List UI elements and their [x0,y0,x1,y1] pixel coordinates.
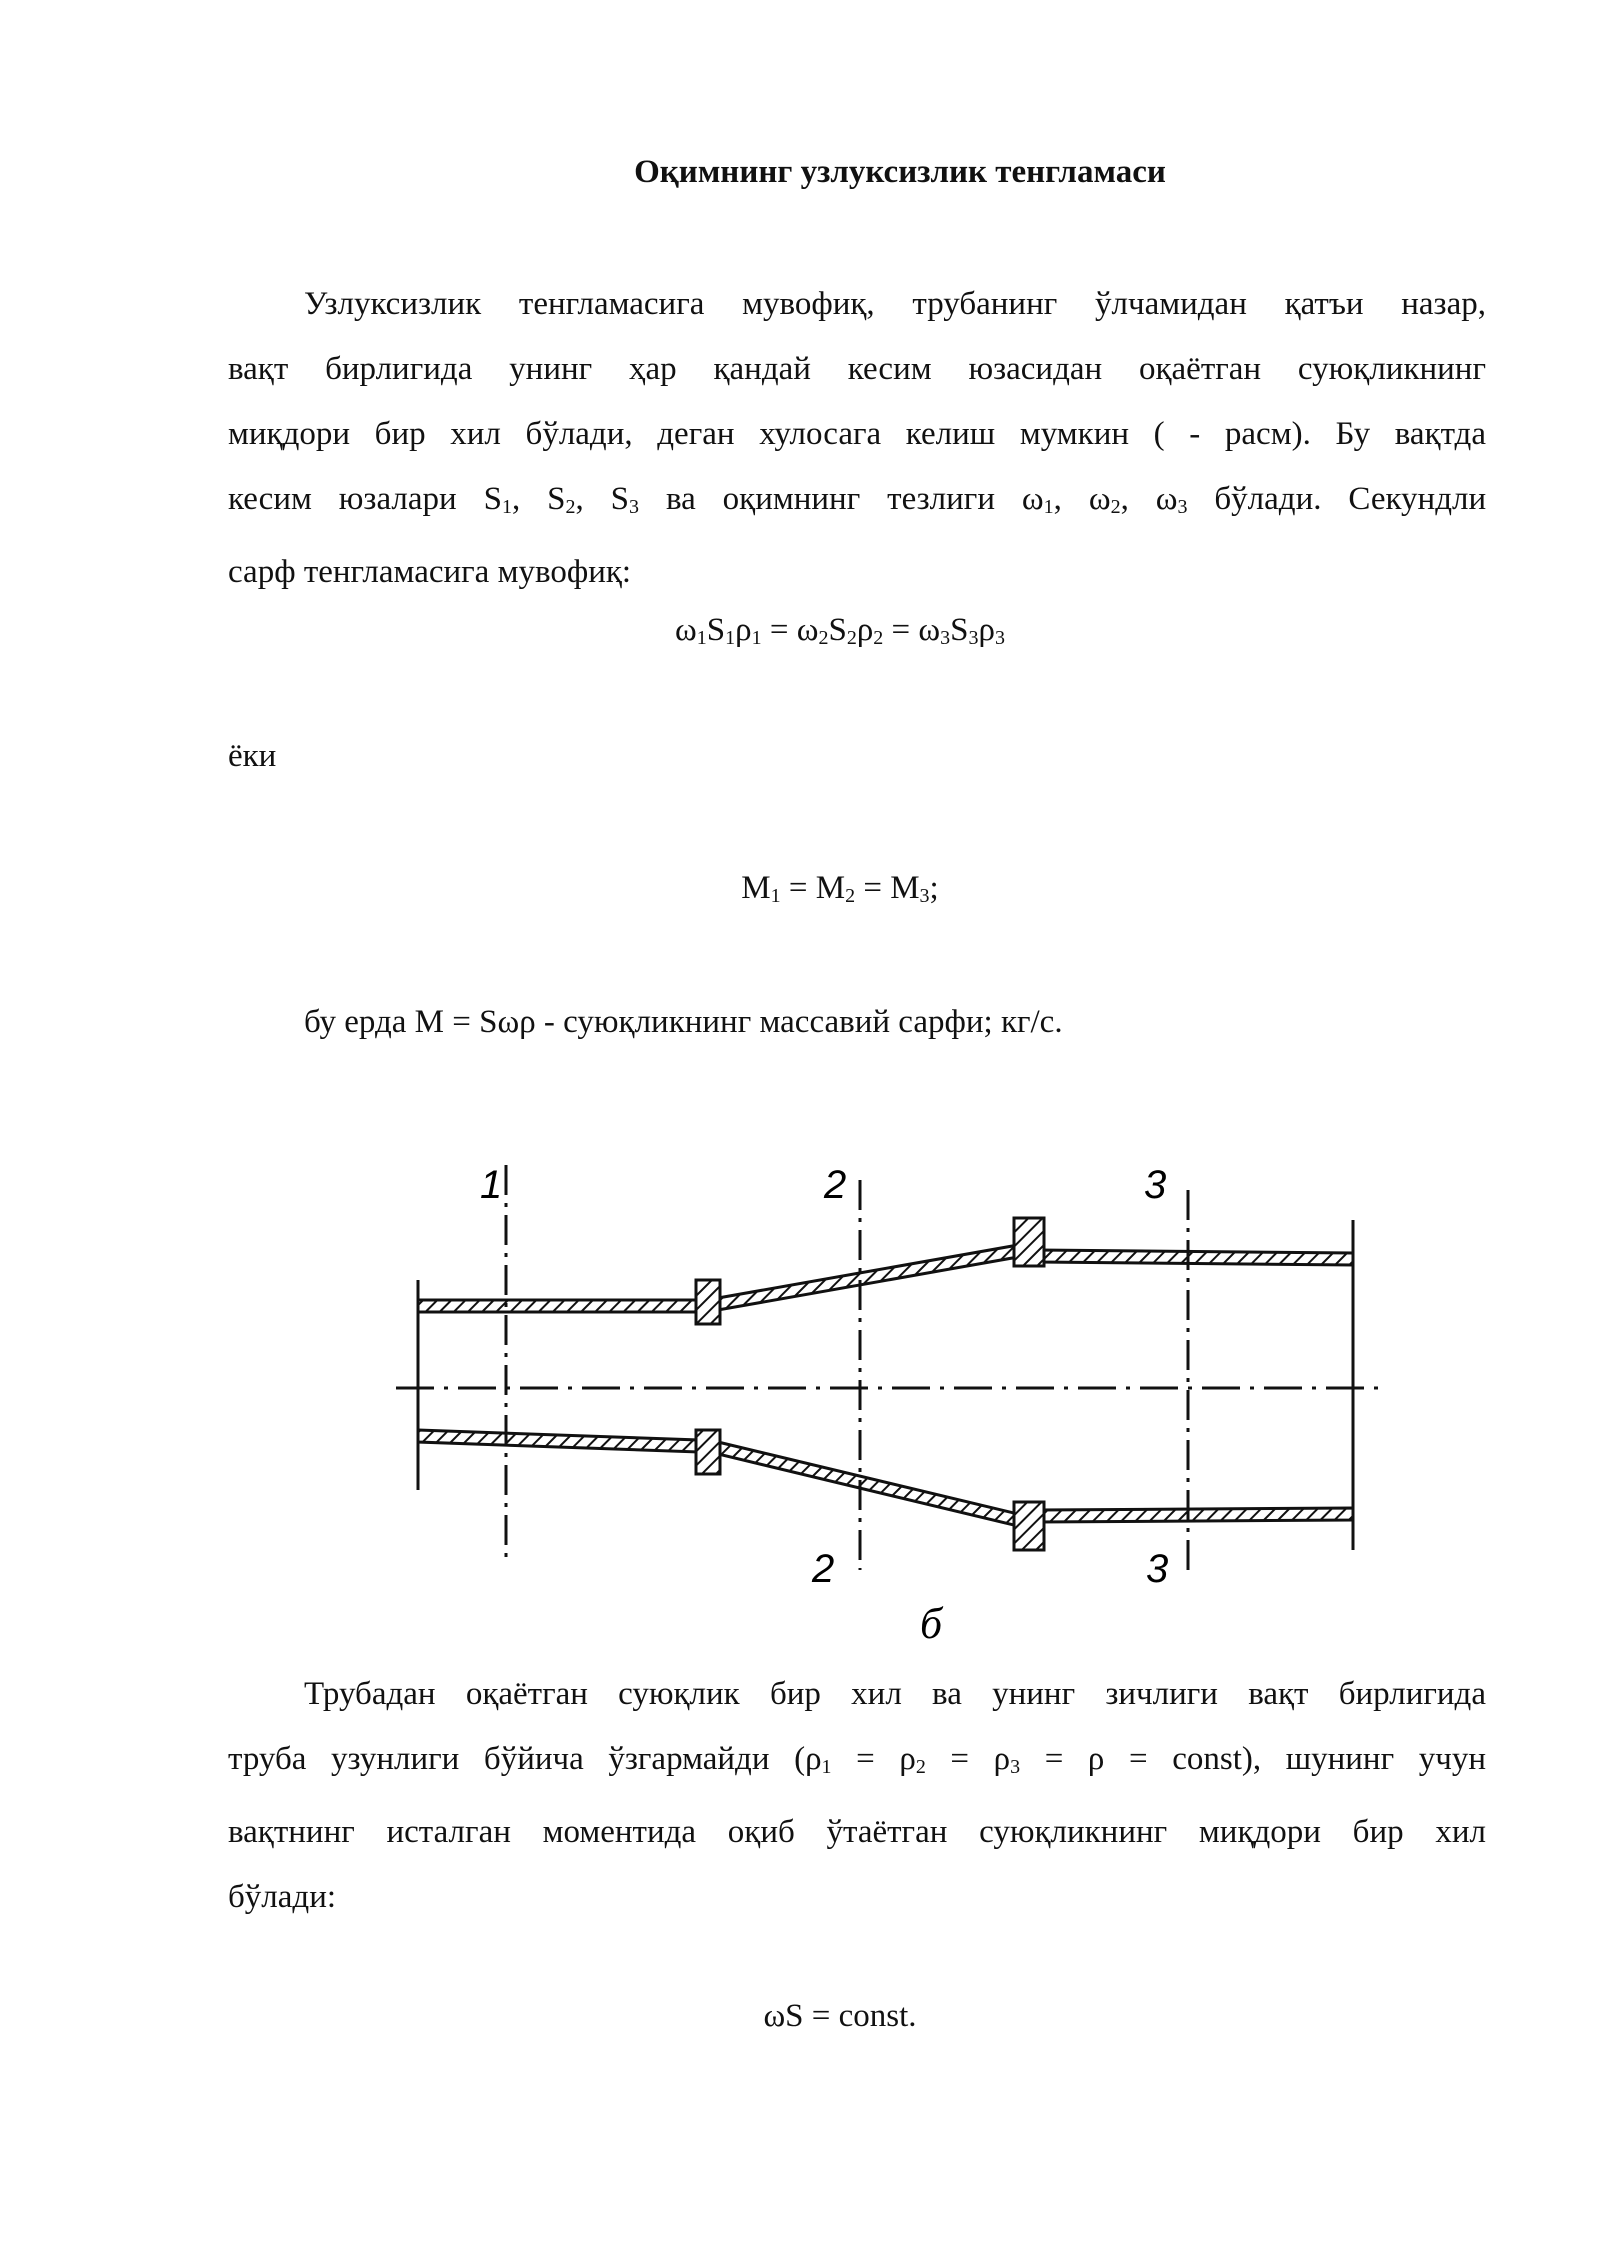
section-label-2-bottom: 2 [812,1547,835,1591]
equation-final: ωS = const. [763,1998,917,2034]
word-or: ёки [228,738,277,774]
paragraph-line: бўлади: [228,1879,337,1915]
section-label-3-top: 3 [1144,1163,1167,1207]
paragraph-line: Трубадан оқаётган суюқлик бир хил ва унинг зичлиги вақт бирлигида [304,1676,1486,1712]
page-title: Оқимнинг узлуксизлик тенгламаси [634,154,1166,190]
section-label-3-bottom: 3 [1146,1547,1169,1591]
paragraph-line-density: труба узунлиги бўйича ўзгармайди ($\rho_1 = \rho_2 = \rho_3 = \rho$ = const), шунинг учун [228,1741,1486,1778]
paragraph-line: миқдори бир хил бўлади, деган хулосага келиш мумкин ( - расм). Бу вақтда [228,416,1486,452]
upper-wall-left [418,1300,698,1312]
flange-1-bottom [696,1430,720,1474]
lower-wall-right [1038,1508,1353,1522]
paragraph-line: Узлуксизлик тенгламасига мувофиқ, трубанинг ўлчамидан қатъи назар, [304,286,1486,322]
paragraph-line: вақт бирлигида унинг ҳар қандай кесим юзасидан оқаётган суюқликнинг [228,351,1486,387]
lower-wall-cone [718,1442,1018,1526]
upper-wall-cone [718,1245,1018,1310]
paragraph-density [228,1662,1486,1930]
flange-1-top [696,1280,720,1324]
paragraph-continuity [228,272,1486,605]
section-label-1: 1 [480,1163,503,1207]
upper-wall-right [1038,1250,1353,1265]
paragraph-line: сарф тенгламасига мувофиқ: [228,554,632,590]
paragraph-definition: бу ерда M = Sωρ - суюқликнинг массавий сарфи; кг/с. [304,1004,1063,1040]
flange-2-top [1014,1218,1044,1266]
equation-mass-equal: $M_1 = M_2 = M_3$; [741,870,939,907]
equation-mass-flow: $\omega_1S_1\rho_1 = \omega_2S_2\rho_2 = \omega_3S_3\rho_3$ [675,612,1005,649]
section-label-2-top: 2 [824,1163,847,1207]
flange-2-bottom [1014,1502,1044,1550]
paragraph-line: вақтнинг исталган моментида оқиб ўтаётган суюқликнинг миқдори бир хил [228,1814,1486,1850]
figure-caption: б [920,1599,943,1648]
pipe-diagram [388,1150,1388,1650]
paragraph-line-sections: кесим юзалари $S_1$, $S_2$, $S_3$ ва оқимнинг тезлиги $\omega_1$, $\omega_2$, $\omega_3$ бўлади. Секундли [228,481,1487,518]
lower-wall-left [418,1430,698,1452]
